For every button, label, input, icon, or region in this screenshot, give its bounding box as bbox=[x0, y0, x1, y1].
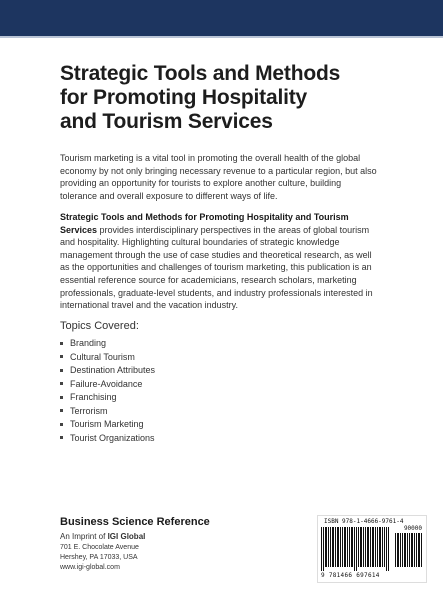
top-color-band bbox=[0, 0, 443, 36]
title-line-3: and Tourism Services bbox=[60, 110, 273, 133]
title-line-2: for Promoting Hospitality bbox=[60, 86, 308, 109]
title-line-1: Strategic Tools and Methods bbox=[60, 62, 341, 85]
imprint-line bbox=[60, 532, 145, 541]
topic-label: Branding bbox=[70, 338, 107, 348]
bullet-icon bbox=[60, 355, 63, 358]
book-title bbox=[60, 62, 390, 134]
bullet-icon bbox=[60, 396, 63, 399]
topic-label: Franchising bbox=[70, 392, 117, 402]
topic-label: Tourism Marketing bbox=[70, 419, 144, 429]
description-text: provides interdisciplinary perspectives in the areas of global tourism and hospitality. Highlighting cultural boundaries of strategic knowledge management through the use of case studies and theoretical research, as well as the opportunities and challenges of tourism marketing, this publication is an essential reference source for academicians, research scholars, marketing professionals, graduate-level students, and industry professionals interested in international travel and the vacation industry. bbox=[60, 224, 373, 311]
topics-heading: Topics Covered: bbox=[60, 320, 139, 332]
topic-item bbox=[60, 418, 155, 432]
bullet-icon bbox=[60, 409, 63, 412]
address-line-2: Hershey, PA 17033, USA bbox=[60, 554, 138, 561]
topic-label: Tourist Organizations bbox=[70, 432, 155, 443]
publisher-name: Business Science Reference bbox=[60, 516, 210, 528]
top-stripe bbox=[0, 36, 443, 38]
topic-label: Failure-Avoidance bbox=[70, 378, 143, 389]
description-paragraph bbox=[60, 211, 378, 312]
publisher-website: www.igi-global.com bbox=[60, 564, 120, 571]
description-book-title: Strategic Tools and Methods for Promoting Hospitality and Tourism Services bbox=[60, 212, 349, 235]
topic-item bbox=[60, 364, 155, 378]
topic-item bbox=[60, 432, 155, 446]
isbn-barcode bbox=[317, 515, 427, 583]
topic-label: Cultural Tourism bbox=[70, 351, 135, 362]
isbn-number: ISBN 978-1-4666-9761-4 bbox=[324, 518, 404, 525]
topic-item bbox=[60, 405, 155, 419]
imprint-prefix: An Imprint of bbox=[60, 532, 108, 541]
topic-label: Destination Attributes bbox=[70, 365, 156, 375]
address-line-1: 701 E. Chocolate Avenue bbox=[60, 544, 139, 551]
bullet-icon bbox=[60, 423, 63, 426]
bullet-icon bbox=[60, 369, 63, 372]
topic-label: Terrorism bbox=[70, 405, 108, 416]
topic-item bbox=[60, 391, 155, 405]
topic-item bbox=[60, 378, 155, 392]
barcode-bars-icon bbox=[321, 527, 423, 571]
intro-paragraph: Tourism marketing is a vital tool in promoting the overall health of the global economy by not only bringing necessary revenue to a particular region, but also providing an opportunity for tourists to explore another culture, building tolerance and overall exposure to different ways of life. bbox=[60, 153, 377, 201]
topic-item bbox=[60, 337, 155, 351]
bullet-icon bbox=[60, 342, 63, 345]
barcode-addon: 90000 bbox=[403, 525, 422, 532]
topic-item bbox=[60, 351, 155, 365]
barcode-digits: 9 781466 697614 bbox=[321, 572, 380, 579]
bullet-icon bbox=[60, 382, 63, 385]
topics-list bbox=[60, 337, 155, 445]
imprint-name: IGI Global bbox=[107, 532, 146, 541]
bullet-icon bbox=[60, 436, 63, 439]
